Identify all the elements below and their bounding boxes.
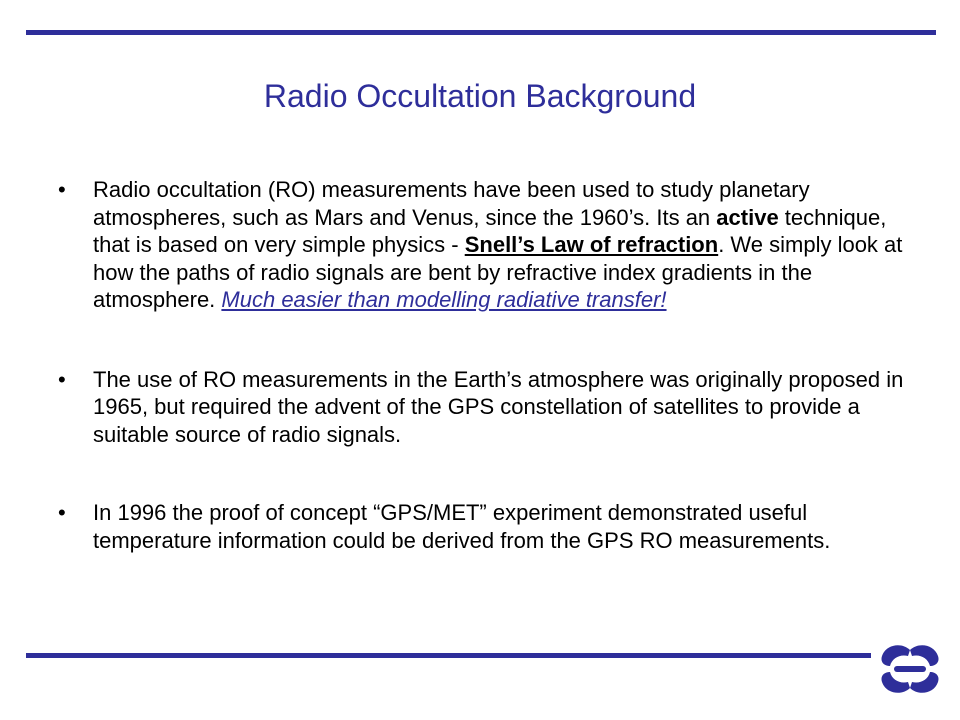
bullet-list xyxy=(58,176,918,554)
bullet-text: technique, that is based on very simple physics - xyxy=(93,204,887,257)
bullet-text: . We simply look at how the paths of radio signals are bent by refractive index gradients in the atmosphere. xyxy=(93,232,903,312)
bullet-item xyxy=(58,499,918,554)
bullet-text: Radio occultation (RO) measurements have been used to study planetary atmospheres, such as Mars and Venus, since the 1960’s. Its an xyxy=(93,177,810,230)
slide-title: Radio Occultation Background xyxy=(263,78,697,114)
snells-law-link[interactable]: Snell’s Law of refraction xyxy=(464,232,719,257)
bullet-text: The use of RO measurements in the Earth’s atmosphere was originally proposed in 1965, but required the advent of the GPS constellation of satellites to provide a suitable source of radio signals. xyxy=(93,366,904,447)
emphasis-active: active xyxy=(716,204,779,230)
bullet-item xyxy=(58,176,918,314)
bullet-text: In 1996 the proof of concept “GPS/MET” experiment demonstrated useful temperature information could be derived from the GPS RO measurements. xyxy=(93,500,831,553)
bullet-item xyxy=(58,366,918,449)
bottom-divider xyxy=(26,653,871,658)
ecmwf-logo-icon xyxy=(880,640,940,698)
top-divider xyxy=(26,30,936,35)
radiative-transfer-link[interactable]: Much easier than modelling radiative transfer! xyxy=(221,287,667,312)
